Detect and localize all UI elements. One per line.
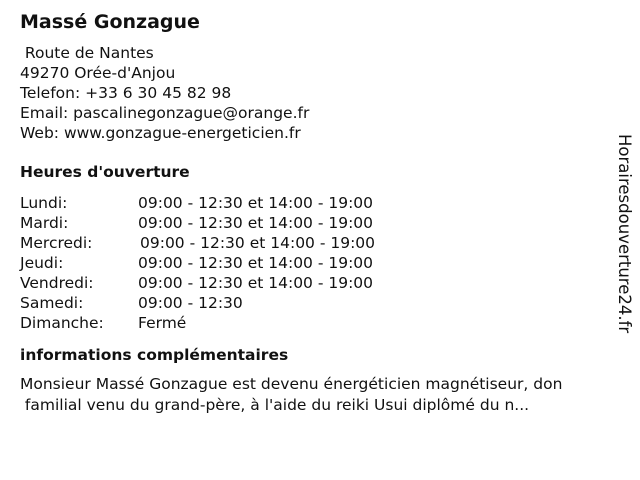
business-name: Massé Gonzague [20, 11, 200, 33]
time-range: 09:00 - 12:30 et 14:00 - 19:00 [138, 274, 374, 292]
additional-info-text [20, 374, 610, 416]
hours-row-tuesday [20, 213, 610, 233]
day-label: Dimanche: [20, 314, 104, 332]
web-line: Web: www.gonzague-energeticien.fr [20, 124, 301, 142]
time-range: 09:00 - 12:30 et 14:00 - 19:00 [140, 234, 376, 252]
hours-row-sunday [20, 313, 610, 333]
street-address: Route de Nantes [20, 44, 154, 62]
opening-hours-table [20, 193, 610, 333]
time-range: 09:00 - 12:30 [138, 294, 243, 312]
hours-row-friday [20, 273, 610, 293]
day-label: Samedi: [20, 294, 84, 312]
email-line: Email: pascalinegonzague@orange.fr [20, 104, 310, 122]
time-range: 09:00 - 12:30 et 14:00 - 19:00 [138, 194, 374, 212]
hours-row-monday [20, 193, 610, 213]
day-label: Vendredi: [20, 274, 94, 292]
hours-row-saturday [20, 293, 610, 313]
additional-info-heading: informations complémentaires [20, 346, 289, 364]
day-label: Jeudi: [20, 254, 64, 272]
site-watermark [613, 134, 635, 346]
business-card [20, 8, 610, 416]
info-line-1: Monsieur Massé Gonzague est devenu énergéticien magnétiseur, don [20, 375, 563, 393]
day-label: Mercredi: [20, 234, 93, 252]
city-line: 49270 Orée-d'Anjou [20, 64, 176, 82]
contact-block [20, 43, 610, 143]
time-range: Fermé [138, 314, 187, 332]
hours-row-thursday [20, 253, 610, 273]
time-range: 09:00 - 12:30 et 14:00 - 19:00 [138, 214, 374, 232]
phone-line: Telefon: +33 6 30 45 82 98 [20, 84, 232, 102]
info-line-2: familial venu du grand-père, à l'aide du reiki Usui diplômé du n... [20, 396, 530, 414]
day-label: Mardi: [20, 214, 69, 232]
day-label: Lundi: [20, 194, 68, 212]
hours-row-wednesday [20, 233, 610, 253]
opening-hours-heading: Heures d'ouverture [20, 163, 190, 181]
site-watermark-text: Horairesdouverture24.fr [615, 134, 634, 334]
time-range: 09:00 - 12:30 et 14:00 - 19:00 [138, 254, 374, 272]
